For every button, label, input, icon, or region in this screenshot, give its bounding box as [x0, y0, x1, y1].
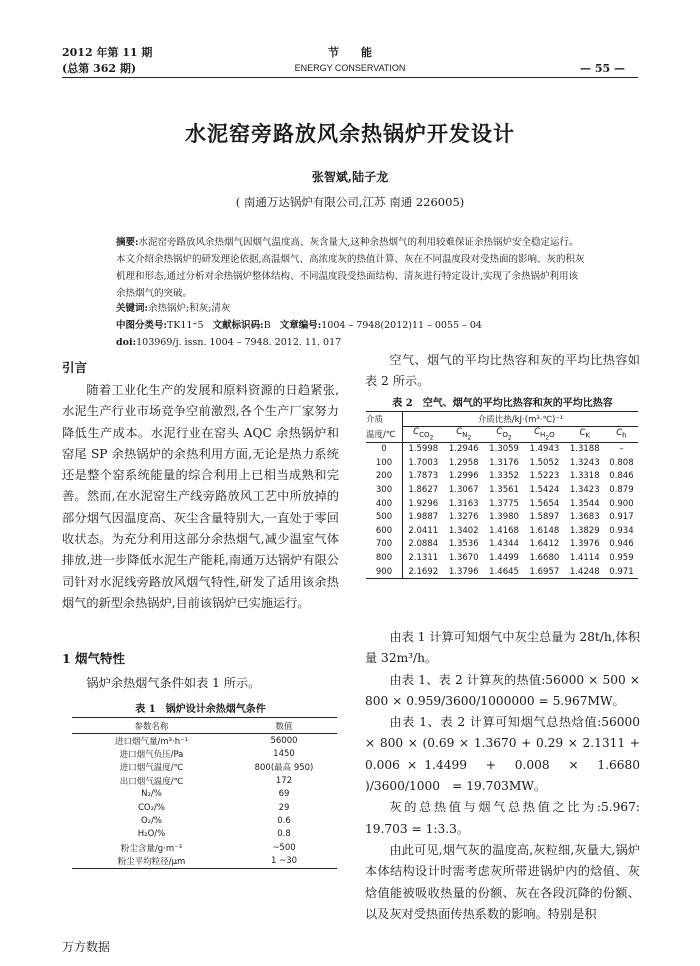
table2-value-cell: 1.7873 [408, 471, 439, 482]
table2-value-cell: 0.971 [609, 566, 634, 577]
doi-line [116, 335, 586, 350]
col-header-cco2: $C_{CO_2}$ [413, 427, 434, 442]
section1-text [62, 673, 339, 694]
table2-value-cell: 1.6957 [529, 566, 560, 577]
table1-value-cell: ~500 [272, 842, 296, 853]
table2-value-cell: 1.3670 [448, 553, 479, 564]
total-issue: (总第 362 期) [62, 62, 137, 75]
table1-param-cell: 出口烟气温度/℃ [119, 776, 184, 787]
table2-value-cell: 1.2958 [448, 457, 479, 468]
table2-value-cell: 0.934 [609, 525, 634, 536]
table1-value-cell: 800(最高 950) [254, 763, 314, 774]
table1-row [72, 747, 337, 760]
keywords: 余热锅炉;积灰;清灰 [148, 303, 231, 314]
authors: 张智斌,陆子龙 [311, 170, 389, 184]
table2-intro-paragraph: 空气、烟气的平均比热容和灰的平均比热容如表 2 所示。 [365, 353, 640, 389]
header-rule [62, 77, 638, 78]
page-number: — 55 — [580, 62, 625, 75]
table1-header-value: 数值 [275, 721, 293, 732]
table2-value-cell: 1.6148 [529, 525, 560, 536]
table2-value-cell: 1.3352 [489, 471, 519, 482]
table1-row [72, 855, 337, 869]
table2-value-cell: 1.6680 [529, 553, 560, 564]
table2-value-cell: 2.1692 [408, 566, 439, 577]
table2-temp-label: 温度/℃ [366, 427, 403, 443]
table2-value-cell: 1.3544 [569, 498, 600, 509]
clc-label: 中图分类号: [116, 320, 168, 331]
table2-value-cell: 0.808 [609, 457, 634, 468]
table1-param-cell: O₂/% [140, 816, 163, 827]
table1-param-cell: 粉尘平均粒径/μm [117, 857, 186, 868]
table2-value-cell: 1.3318 [569, 471, 600, 482]
table2-intro [365, 350, 640, 393]
table2-value-cell: 1.3402 [448, 525, 479, 536]
table2-temp-cell: 800 [366, 551, 403, 565]
article-number: 1004 – 7948(2012)11 – 0055 – 04 [321, 320, 482, 331]
table2-value-cell: 0.846 [609, 471, 634, 482]
table2-temp-cell: 900 [366, 565, 403, 579]
table2-row [366, 538, 638, 552]
table1-value-cell: 0.6 [277, 816, 291, 827]
articleno-label: 文章编号: [279, 320, 322, 331]
article-title: 水泥窑旁路放风余热锅炉开发设计 [185, 121, 515, 146]
right-paragraph-3: 由表 1、表 2 计算可知烟气总热焓值:56000 × 800 × (0.69 × 1.3670 + 0.29 × 2.1311 + 0.006 × 1.4499 + 0.008 × 1.6680 )/3600/1000 = 19.703MW。 [365, 715, 640, 794]
table2-value-cell: 1.3536 [448, 539, 479, 550]
table1-row [72, 734, 337, 748]
table2-temp-cell: 100 [366, 456, 403, 470]
table1-header-param: 参数名称 [134, 721, 169, 732]
intro-paragraph: 随着工业化生产的发展和原料资源的日趋紧张,水泥生产行业市场竞争空前激烈,各个生产厂家努力降低生产成本。水泥行业在窑头 AQC 余热锅炉和窑尾 SP 余热锅炉的余热利用方面,无论是热力系统还是整个窑系统能量的综合利用上已相当成熟和完善。然而,在水泥窑生产线旁路放风工艺中所放掉的部分烟气因温度高、灰尘含量特别大,一直处于零回收状态。为充分利用这部分余热烟气,减少温室气体排放,进一步降低水泥生产能耗,南通万达锅炉有限公司针对水泥线旁路放风烟气特性,研发了适用该余热烟气的新型余热锅炉,目前该锅炉已实施运行。 [62, 383, 339, 610]
table2-caption: 表 2 空气、烟气的平均比热容和灰的平均比热容 [392, 398, 613, 409]
table2-value-cell: 1.3796 [448, 566, 479, 577]
table2-value-cell: 2.0411 [408, 525, 439, 536]
table2-value-cell: 0.946 [609, 539, 634, 550]
doi: 103969/j. issn. 1004 – 7948. 2012. 11. 017 [136, 337, 342, 348]
col-header-cn2: $C_{N_2}$ [456, 427, 472, 442]
table2-value-cell: 1.3176 [489, 457, 519, 468]
table2-temp-cell: 0 [366, 442, 403, 456]
right-paragraph-2: 由表 1、表 2 计算灰的热值:56000 × 500 × 800 × 0.959/3600/1000000 = 5.967MW。 [365, 672, 640, 708]
table2-unit-label: 介质比热/kJ·(m³·℃)⁻¹ [403, 412, 639, 427]
table2-row [366, 510, 638, 524]
table1-row [72, 841, 337, 854]
col-header-ch: $C_h$ [616, 428, 627, 441]
table1-param-cell: H₂O/% [137, 829, 166, 840]
table2-value-cell: 1.4114 [569, 553, 600, 564]
doi-label: doi: [116, 337, 137, 348]
table2-value-cell: 1.4344 [489, 539, 519, 550]
year-issue: 2012 年第 11 期 [62, 46, 153, 59]
table2 [366, 411, 638, 579]
table2-value-cell: 2.0884 [408, 539, 439, 550]
table2-value-cell: 1.5052 [529, 457, 560, 468]
table2-value-cell: 1.3276 [448, 512, 479, 523]
table1-row [72, 828, 337, 841]
table1-param-cell: 进口烟气温度/℃ [119, 763, 184, 774]
table2-value-cell: 1.3243 [569, 457, 600, 468]
table2-row [366, 565, 638, 579]
table1-value-cell: 1 ~30 [270, 856, 298, 867]
intro-heading: 引言 [62, 360, 88, 375]
table2-row [366, 442, 638, 456]
table2-value-cell: 0.917 [609, 512, 634, 523]
table2-value-cell: 1.4248 [569, 566, 600, 577]
table1-param-cell: CO₂/% [138, 802, 165, 813]
table2-row [366, 456, 638, 470]
table2-value-cell: 1.5897 [529, 512, 560, 523]
keywords-line [116, 301, 586, 316]
abstract [116, 234, 586, 302]
table2-temp-cell: 500 [366, 510, 403, 524]
doccode: B [263, 320, 271, 331]
table2-temp-cell: 300 [366, 483, 403, 497]
table2-value-cell: 1.2996 [448, 471, 479, 482]
table2-value-cell: 1.4499 [489, 553, 519, 564]
table1-caption: 表 1 锅炉设计余热烟气条件 [135, 704, 266, 715]
section1-paragraph: 锅炉余热烟气条件如表 1 所示。 [86, 676, 261, 690]
table2-temp-cell: 200 [366, 470, 403, 484]
table1-value-cell: 1450 [273, 749, 295, 760]
keywords-label: 关键词: [116, 303, 149, 314]
table1-value-cell: 56000 [270, 735, 298, 746]
right-body-text [365, 627, 640, 925]
table1-param-cell: 粉尘含量/g·m⁻³ [120, 843, 183, 854]
table2-value-cell: 1.8627 [408, 485, 439, 496]
table1-param-cell: N₂/% [141, 789, 162, 800]
table2-value-cell: 1.9296 [408, 498, 439, 509]
table2-value-cell: 1.3561 [489, 485, 519, 496]
table1-param-cell: 进口烟气量/m³·h⁻¹ [114, 736, 189, 747]
intro-text [62, 380, 339, 614]
table2-value-cell: 0.900 [609, 498, 634, 509]
table2-value-cell: 1.3067 [448, 485, 479, 496]
table1-value-cell: 69 [278, 789, 290, 800]
table2-value-cell: 1.2946 [448, 444, 479, 455]
table2-value-cell: 1.5998 [408, 444, 439, 455]
table2-row [366, 483, 638, 497]
col-header-co2: $C_{O_2}$ [496, 427, 512, 442]
table2-row [366, 470, 638, 484]
doccode-label: 文献标识码: [212, 320, 264, 331]
table1-value-cell: 29 [278, 802, 290, 813]
table2-value-cell: 1.3775 [489, 498, 519, 509]
table2-value-cell: 1.4645 [489, 566, 519, 577]
table2-value-cell: 1.3188 [569, 444, 600, 455]
table1 [72, 717, 337, 869]
section1-heading: 1 烟气特性 [62, 651, 126, 666]
table2-row [366, 497, 638, 511]
table2-temp-cell: 600 [366, 524, 403, 538]
table2-value-cell: – [619, 444, 624, 455]
table2-row [366, 524, 638, 538]
table1-value-cell: 0.8 [277, 829, 291, 840]
table2-temp-cell: 700 [366, 538, 403, 552]
table2-value-cell: 1.4943 [529, 444, 560, 455]
affiliation: ( 南通万达锅炉有限公司,江苏 南通 226005) [235, 195, 465, 209]
table2-value-cell: 1.3059 [489, 444, 519, 455]
table2-value-cell: 2.1311 [408, 553, 439, 564]
table2-value-cell: 1.3163 [448, 498, 479, 509]
journal-title-cn: 节 能 [328, 46, 372, 59]
table2-value-cell: 1.4168 [489, 525, 519, 536]
table2-value-cell: 1.3423 [569, 485, 600, 496]
table2-value-cell: 0.959 [609, 553, 634, 564]
table2-value-cell: 1.7003 [408, 457, 439, 468]
table1-row [72, 814, 337, 827]
table1-value-cell: 172 [275, 775, 293, 786]
table2-value-cell: 1.6412 [529, 539, 560, 550]
abstract-label: 摘要: [116, 237, 139, 248]
table2-value-cell: 1.3683 [569, 512, 600, 523]
table1-param-cell: 进口烟气负压/Pa [119, 750, 184, 761]
table1-row [72, 761, 337, 774]
table1-row [72, 774, 337, 787]
table2-value-cell: 1.3829 [569, 525, 600, 536]
table2-temp-cell: 400 [366, 497, 403, 511]
table2-value-cell: 1.3980 [489, 512, 519, 523]
right-paragraph-1: 由表 1 计算可知烟气中灰尘总量为 28t/h,体积量 32m³/h。 [365, 630, 641, 666]
classification-line [116, 318, 586, 333]
table2-value-cell: 1.9887 [408, 512, 439, 523]
right-paragraph-4: 灰的总热值与烟气总热值之比为:5.967: 19.703 = 1:3.3。 [365, 800, 640, 836]
right-paragraph-5: 由此可见,烟气灰的温度高,灰粒细,灰量大,锅炉本体结构设计时需考虑灰所带进锅炉内的焓值、灰焓值能被吸收热量的份额、灰在各段沉降的份额、以及灰对受热面传热系数的影响。特别是积 [365, 842, 640, 921]
table1-row [72, 788, 337, 801]
table2-value-cell: 1.5223 [529, 471, 560, 482]
abstract-text: 水泥窑旁路放风余热烟气因烟气温度高、灰含量大,这种余热烟气的利用较难保证余热锅炉安全稳定运行。本文介绍余热锅炉的研发理论依据,高温烟气、高浓度灰的热值计算、灰在不同温度段对受热面的影响、灰的积灰机理和形态,通过分析对余热锅炉整体结构、不同温度段受热面结构、清灰进行特定设计,实现了余热锅炉利用该余热烟气的突破。 [116, 237, 585, 299]
table2-medium-label: 介质 [366, 412, 403, 427]
journal-title-en: ENERGY CONSERVATION [294, 63, 406, 73]
table2-value-cell: 1.5424 [529, 485, 560, 496]
col-header-ch2o: $C_{H_2O}$ [534, 427, 555, 442]
table1-row [72, 801, 337, 814]
table2-value-cell: 0.879 [609, 485, 634, 496]
table2-row [366, 551, 638, 565]
table2-value-cell: 1.3976 [569, 539, 600, 550]
footer-watermark: 万方数据 [62, 940, 111, 954]
col-header-ck: $C_K$ [579, 428, 591, 441]
table2-value-cell: 1.5654 [529, 498, 560, 509]
clc-code: TK11⁺5 [167, 320, 204, 331]
